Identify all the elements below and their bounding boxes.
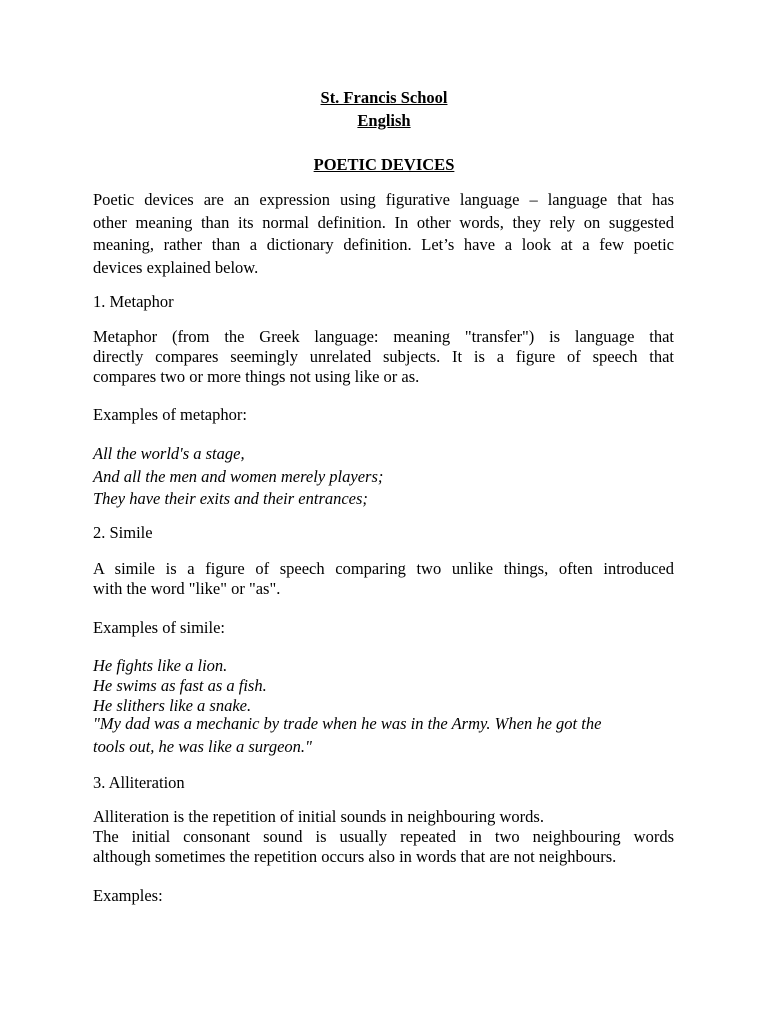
simile-example: He fights like a lion.: [93, 656, 228, 675]
intro-line: devices explained below.: [93, 257, 259, 277]
metaphor-examples-label: Examples of metaphor:: [93, 405, 247, 424]
simile-examples-label: Examples of simile:: [93, 618, 225, 637]
simile-example: He slithers like a snake.: [93, 696, 252, 715]
intro-line: meaning, rather than a dictionary definition. Let’s have a look at a few poetic: [93, 235, 674, 254]
simile-definition-line: with the word "like" or "as".: [93, 579, 281, 598]
alliteration-examples-label: Examples:: [93, 886, 163, 905]
alliteration-definition-line: Alliteration is the repetition of initial sounds in neighbouring words.: [93, 807, 544, 826]
metaphor-example: And all the men and women merely players;: [93, 466, 384, 486]
alliteration-definition-line: The initial consonant sound is usually repeated in two neighbouring words: [93, 827, 674, 846]
subject-name: English: [357, 111, 411, 130]
simile-definition: [93, 559, 674, 599]
document-title: POETIC DEVICES: [313, 155, 455, 174]
simile-heading: 2. Simile: [93, 523, 153, 542]
simile-quote: [93, 713, 674, 758]
simile-definition-line: A simile is a figure of speech comparing two unlike things, often introduced: [93, 559, 674, 578]
school-name: St. Francis School: [320, 88, 448, 107]
metaphor-definition: [93, 327, 674, 387]
simile-example: He swims as fast as a fish.: [93, 676, 267, 695]
metaphor-example: All the world's a stage,: [93, 444, 245, 463]
metaphor-heading: 1. Metaphor: [93, 292, 174, 311]
simile-example: tools out, he was like a surgeon.": [93, 736, 312, 756]
metaphor-definition-line: Metaphor (from the Greek language: meaning "transfer") is language that: [93, 327, 674, 346]
alliteration-heading: 3. Alliteration: [93, 773, 185, 792]
metaphor-definition-line: directly compares seemingly unrelated subjects. It is a figure of speech that: [93, 347, 674, 366]
metaphor-example: They have their exits and their entrances;: [93, 489, 368, 508]
intro-paragraph: [93, 189, 674, 279]
alliteration-definition-line: although sometimes the repetition occurs also in words that are not neighbours.: [93, 847, 617, 866]
intro-line: other meaning than its normal definition. In other words, they rely on suggested: [93, 212, 674, 232]
metaphor-definition-line: compares two or more things not using like or as.: [93, 367, 420, 386]
intro-line: Poetic devices are an expression using figurative language – language that has: [93, 190, 674, 209]
simile-examples: [93, 656, 674, 716]
alliteration-definition: [93, 807, 674, 867]
simile-example: "My dad was a mechanic by trade when he was in the Army. When he got the: [93, 714, 602, 733]
metaphor-examples: [93, 443, 674, 511]
